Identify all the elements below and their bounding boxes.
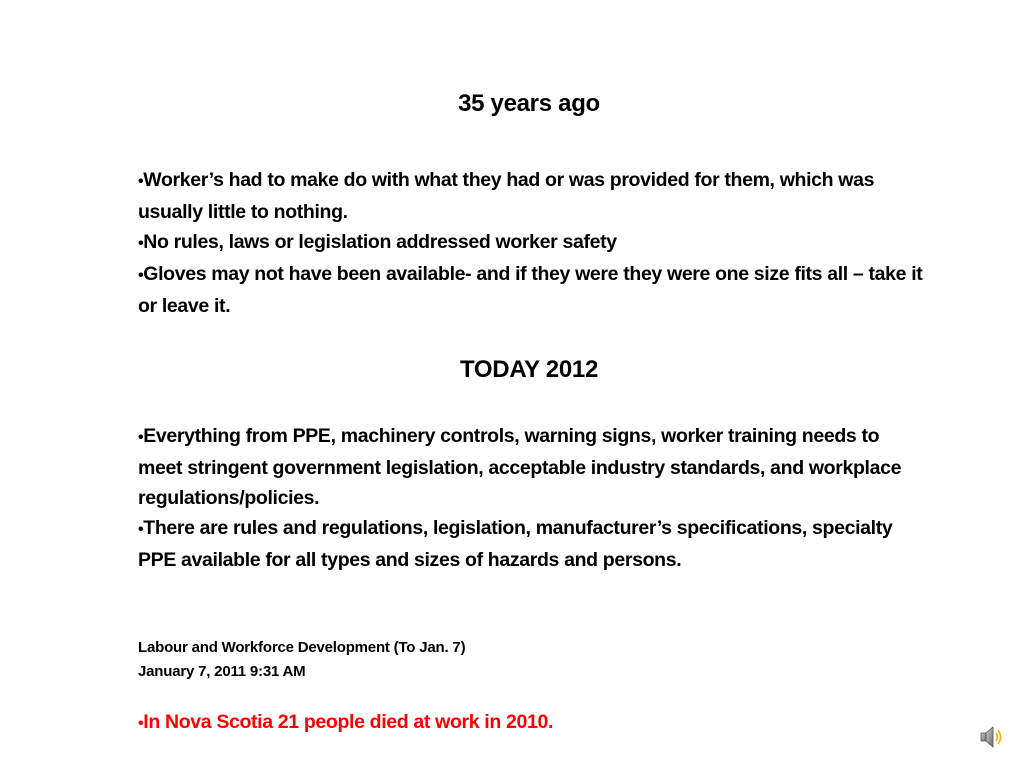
bullet-marker: •: [138, 173, 144, 190]
list-item: [138, 421, 928, 513]
bullet-text: Worker’s had to make do with what they had or was provided for them, which was usually little to nothing.: [138, 169, 875, 223]
bullet-text: There are rules and regulations, legislation, manufacturer’s specifications, specialty PPE available for all types and sizes of hazards and persons.: [138, 517, 893, 571]
source-line-1: Labour and Workforce Development (To Jan. 7): [138, 639, 466, 656]
list-item: [138, 259, 928, 321]
bullet-text: No rules, laws or legislation addressed worker safety: [143, 231, 617, 253]
alert-text: In Nova Scotia 21 people died at work in 2010.: [143, 711, 554, 733]
past-heading: 35 years ago: [458, 90, 600, 117]
bullet-marker: •: [138, 715, 144, 732]
list-item: [138, 513, 928, 575]
list-item: [138, 227, 928, 259]
speaker-icon[interactable]: [978, 724, 1004, 750]
past-bullet-list: [138, 165, 928, 321]
today-bullet-list: [138, 421, 928, 575]
fatality-alert: [138, 707, 553, 739]
source-line-2: January 7, 2011 9:31 AM: [138, 663, 306, 680]
bullet-marker: •: [138, 235, 144, 252]
bullet-marker: •: [138, 267, 144, 284]
bullet-text: Everything from PPE, machinery controls, warning signs, worker training needs to meet stringent government legislation, acceptable industry standards, and workplace regulations/policies.: [138, 425, 902, 509]
today-heading: TODAY 2012: [460, 356, 598, 383]
list-item: [138, 165, 928, 227]
source-citation: [138, 636, 465, 684]
bullet-text: Gloves may not have been available- and if they were they were one size fits all – take it or leave it.: [138, 263, 923, 317]
bullet-marker: •: [138, 521, 144, 538]
bullet-marker: •: [138, 429, 144, 446]
